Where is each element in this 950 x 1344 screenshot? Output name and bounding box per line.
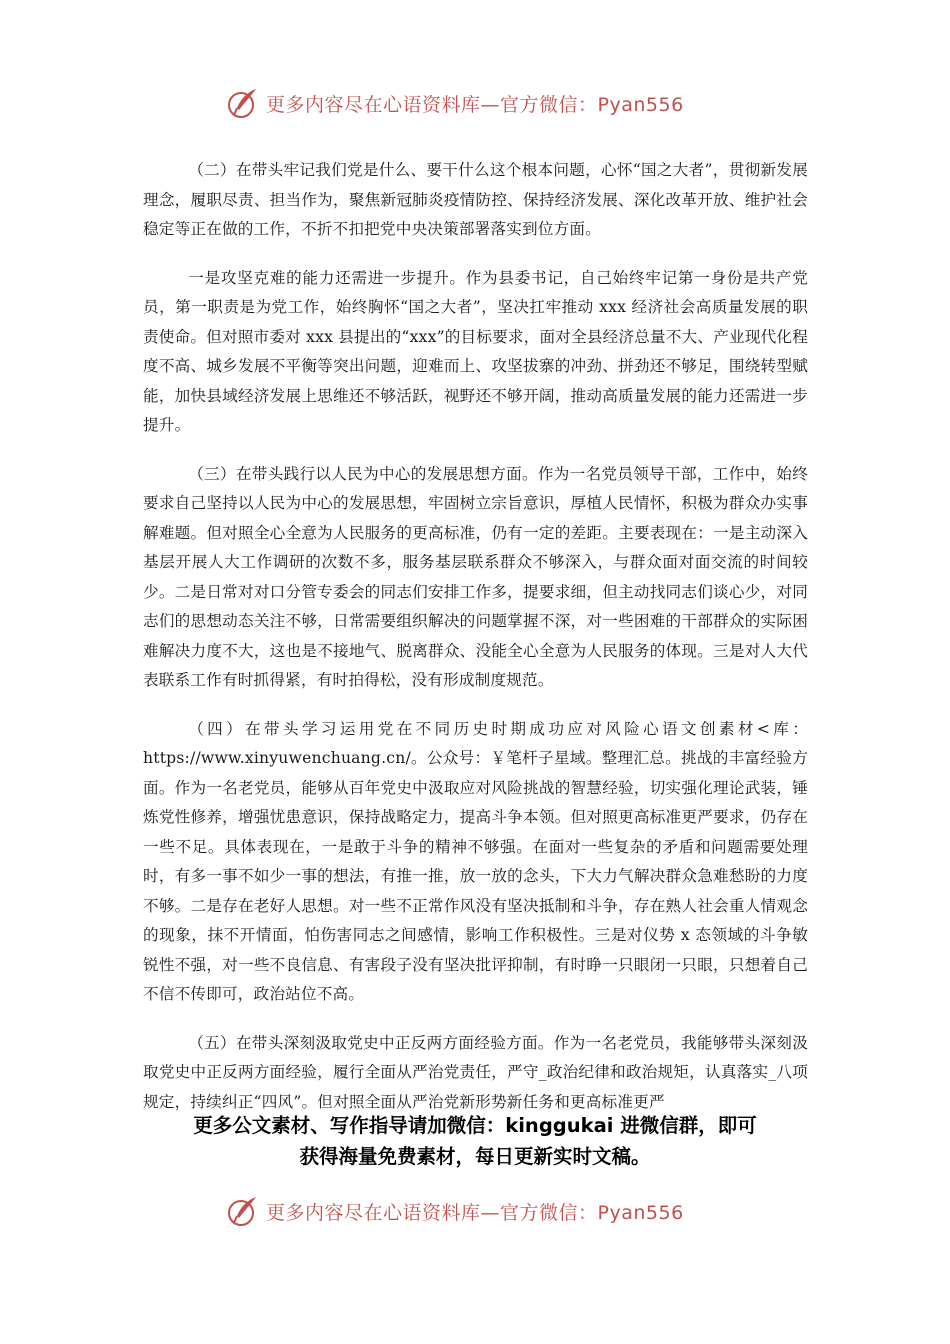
banner-text: 更多内容尽在心语资料库—官方微信：Pyan556 [266, 93, 684, 116]
paragraph-4: （四）在带头学习运用党在不同历史时期成功应对风险心语文创素材<库：https://www.xinyuwenchuang.cn/。公众号：￥笔杆子星域。整理汇总。挑战的丰富经验方面。作为一名老党员，能够从百年党史中汲取应对风险挑战的智慧经验，切实强化理论武装，锤炼党性修养，增强忧患意识，保持战略定力，提高斗争本领。但对照更高标准更严要求，仍存在一些不足。具体表现在，一是敢于斗争的精神不够强。在面对一些复杂的矛盾和问题需要处理时，有多一事不如少一事的想法，有推一推，放一放的念头，下大力气解决群众急难愁盼的力度不够。二是存在老好人思想。对一些不正常作风没有坚决抵制和斗争，存在熟人社会重人情观念的现象，抹不开情面，怕伤害同志之间感情，影响工作积极性。三是对仪势 x 态领域的斗争敏锐性不强，对一些不良信息、有害段子没有坚决批评抑制，有时睁一只眼闭一只眼，只想着自己不信不传即可，政治站位不高。 [143, 719, 808, 1003]
paragraph-2-detail: 一是攻坚克难的能力还需进一步提升。作为县委书记，自己始终牢记第一身份是共产党员，第一职责是为党工作，始终胸怀“国之大者”，坚决扛牢推动 xxx 经济社会高质量发展的职责使命。但对照市委对 xxx 县提出的“xxx”的目标要求，面对全县经济总量不大、产业现代化程度不高、城乡发展不平衡等突出问题，迎难而上、攻坚拔寨的冲劲、拼劲还不够足，围绕转型赋能，加快县域经济发展上思维还不够活跃，视野还不够开阔，推动高质量发展的能力还需进一步提升。 [143, 268, 808, 434]
quill-pen-icon [226, 86, 260, 120]
document-body [143, 156, 808, 1117]
banner-text: 更多内容尽在心语资料库—官方微信：Pyan556 [266, 1201, 684, 1224]
header-banner [226, 86, 726, 120]
notice-line-1: 更多公文素材、写作指导请加微信：kinggukai 进微信群，即可 [193, 1114, 757, 1137]
paragraph-2: （二）在带头牢记我们党是什么、要干什么这个根本问题，心怀“国之大者”，贯彻新发展理念，履职尽责、担当作为，聚焦新冠肺炎疫情防控、保持经济发展、深化改革开放、维护社会稳定等正在做的工作，不折不扣把党中央决策部署落实到位方面。 [143, 161, 808, 238]
footer-banner [226, 1194, 726, 1228]
wechat-notice [110, 1110, 840, 1172]
paragraph-5: （五）在带头深刻汲取党史中正反两方面经验方面。作为一名老党员，我能够带头深刻汲取党史中正反两方面经验，履行全面从严治党责任，严守_政治纪律和政治规矩，认真落实_八项规定，持续纠正“四风”。但对照全面从严治党新形势新任务和更高标准更严 [143, 1033, 808, 1111]
notice-line-2: 获得海量免费素材，每日更新实时文稿。 [299, 1145, 651, 1168]
paragraph-3: （三）在带头践行以人民为中心的发展思想方面。作为一名党员领导干部，工作中，始终要求自己坚持以人民为中心的发展思想，牢固树立宗旨意识，厚植人民情怀，积极为群众办实事解难题。但对照全心全意为人民服务的更高标准，仍有一定的差距。主要表现在：一是主动深入基层开展人大工作调研的次数不多，服务基层联系群众不够深入，与群众面对面交流的时间较少。二是日常对对口分管专委会的同志们安排工作多，提要求细，但主动找同志们谈心少，对同志们的思想动态关注不够，日常需要组织解决的问题掌握不深，对一些困难的干部群众的实际困难解决力度不大，这也是不接地气、脱离群众、没能全心全意为人民服务的体现。三是对人大代表联系工作有时抓得紧，有时拍得松，没有形成制度规范。 [143, 464, 808, 689]
quill-pen-icon [226, 1194, 260, 1228]
